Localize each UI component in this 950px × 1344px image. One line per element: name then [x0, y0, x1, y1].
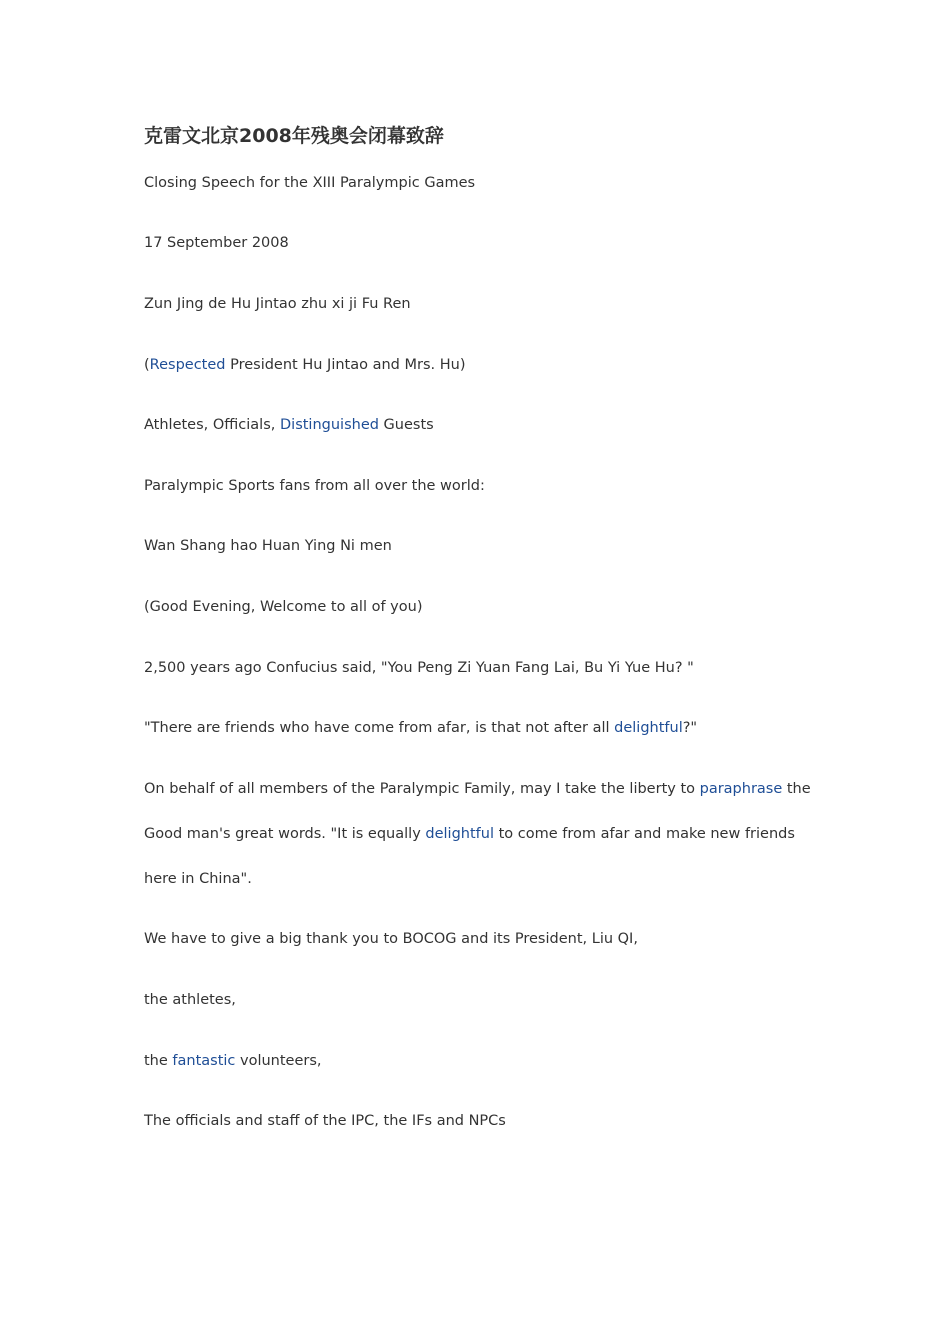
- paragraph-text: Wan Shang hao Huan Ying Ni men: [144, 538, 392, 554]
- paragraph: [144, 403, 824, 448]
- paragraph-text: Guests: [378, 417, 434, 433]
- paragraph: [144, 917, 824, 962]
- paragraph: [144, 646, 824, 691]
- page-title: 克雷文北京2008年残奥会闭幕致辞: [144, 125, 444, 147]
- paragraph-text: Athletes, Officials,: [144, 417, 280, 433]
- paragraph-text: Paralympic Sports fans from all over the world:: [144, 478, 485, 494]
- paragraph-text: "There are friends who have come from afar, is that not after all: [144, 720, 615, 736]
- glossary-link[interactable]: delightful: [425, 826, 494, 842]
- paragraph-text: the: [144, 1053, 173, 1069]
- paragraph-text: We have to give a big thank you to BOCOG and its President, Liu QI,: [144, 931, 638, 947]
- paragraph: [144, 706, 824, 751]
- paragraph-text: President Hu Jintao and Mrs. Hu): [225, 357, 466, 373]
- paragraph: [144, 221, 824, 266]
- paragraph: [144, 464, 824, 509]
- paragraph: [144, 343, 824, 388]
- paragraph-text: Closing Speech for the XIII Paralympic Games: [144, 175, 476, 191]
- paragraph: [144, 767, 824, 902]
- paragraph-text: (Good Evening, Welcome to all of you): [144, 599, 423, 615]
- paragraph: [144, 282, 824, 327]
- paragraph-text: the athletes,: [144, 992, 236, 1008]
- paragraph-text: (: [144, 357, 150, 373]
- paragraph: [144, 1039, 824, 1084]
- paragraph: [144, 585, 824, 630]
- glossary-link[interactable]: Respected: [149, 357, 226, 373]
- glossary-link[interactable]: fantastic: [172, 1053, 236, 1069]
- glossary-link[interactable]: Distinguished: [280, 417, 379, 433]
- paragraph: [144, 1099, 824, 1144]
- paragraph-text: The officials and staff of the IPC, the IFs and NPCs: [144, 1113, 506, 1129]
- glossary-link[interactable]: paraphrase: [699, 781, 783, 797]
- paragraph-text: the Good man's great words. "It is equally: [144, 781, 811, 842]
- paragraph: [144, 524, 824, 569]
- glossary-link[interactable]: delightful: [614, 720, 683, 736]
- paragraph: [144, 161, 824, 206]
- paragraph-text: volunteers,: [235, 1053, 322, 1069]
- paragraph-text: to come from afar and make new friends here in China".: [144, 826, 795, 887]
- paragraph-text: On behalf of all members of the Paralympic Family, may I take the liberty to: [144, 781, 700, 797]
- paragraph-text: 2,500 years ago Confucius said, "You Peng Zi Yuan Fang Lai, Bu Yi Yue Hu? ": [144, 660, 694, 676]
- paragraph: [144, 978, 824, 1023]
- paragraph-text: ?": [682, 720, 698, 736]
- paragraph-text: Zun Jing de Hu Jintao zhu xi ji Fu Ren: [144, 296, 411, 312]
- paragraph-text: 17 September 2008: [144, 235, 289, 251]
